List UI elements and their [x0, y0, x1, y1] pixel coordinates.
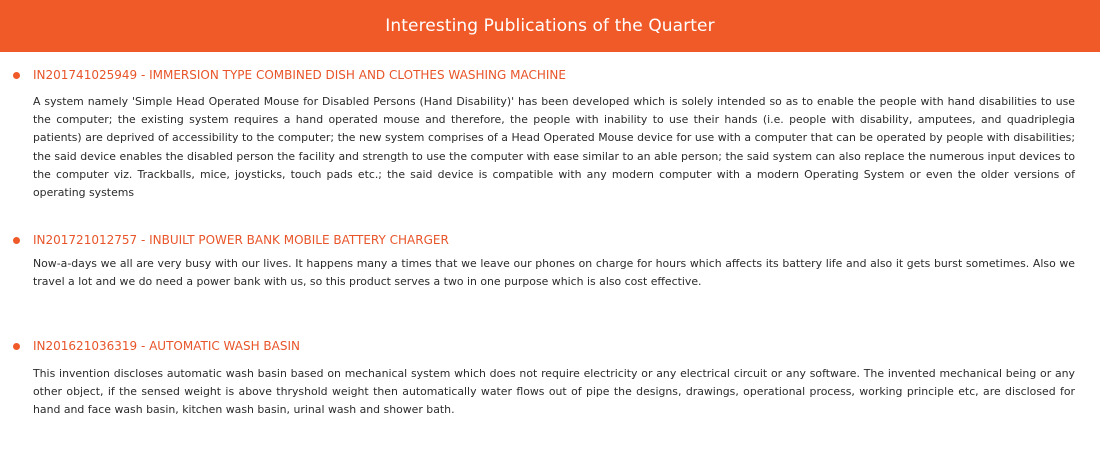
publication-heading: IN201721012757 - INBUILT POWER BANK MOBILE BATTERY CHARGER — [33, 233, 449, 247]
header-banner — [0, 0, 1100, 52]
publication-description: A system namely 'Simple Head Operated Mouse for Disabled Persons (Hand Disability)' has been developed which is solely intended so as to enable the people with hand disabilities to use the computer; the existing system requires a hand operated mouse and therefore, the people with inability to use their hands (i.e. people with disability, amputees, and quadriplegia patients) are deprived of accessibility to the computer; the new system comprises of a Head Operated Mouse device for use with a computer that can be operated by people with disabilities; the said device enables the disabled person the facility and strength to use the computer with ease similar to an able person; the said system can also replace the numerous input devices to the computer viz. Trackballs, mice, joysticks, touch pads etc.; the said device is compatible with any modern computer with a modern Operating System or even the older versions of operating systems — [33, 95, 1075, 200]
bullet-icon — [13, 343, 20, 350]
publication-heading: IN201621036319 - AUTOMATIC WASH BASIN — [33, 339, 300, 353]
bullet-icon — [13, 237, 20, 244]
page-title: Interesting Publications of the Quarter — [385, 16, 715, 36]
publication-description: This invention discloses automatic wash basin based on mechanical system which does not require electricity or any electrical circuit or any software. The invented mechanical being or any other object, if the sensed weight is above thryshold weight then automatically water flows out of pipe the designs, drawings, operational process, working principle etc, are disclosed for hand and face wash basin, kitchen wash basin, urinal wash and shower bath. — [33, 367, 1075, 417]
publication-description: Now-a-days we all are very busy with our lives. It happens many a times that we leave our phones on charge for hours which affects its battery life and also it gets burst sometimes. Also we travel a lot and we do need a power bank with us, so this product serves a two in one purpose which is also cost effective. — [33, 257, 1075, 289]
bullet-icon — [13, 72, 20, 79]
publication-heading: IN201741025949 - IMMERSION TYPE COMBINED DISH AND CLOTHES WASHING MACHINE — [33, 68, 566, 82]
